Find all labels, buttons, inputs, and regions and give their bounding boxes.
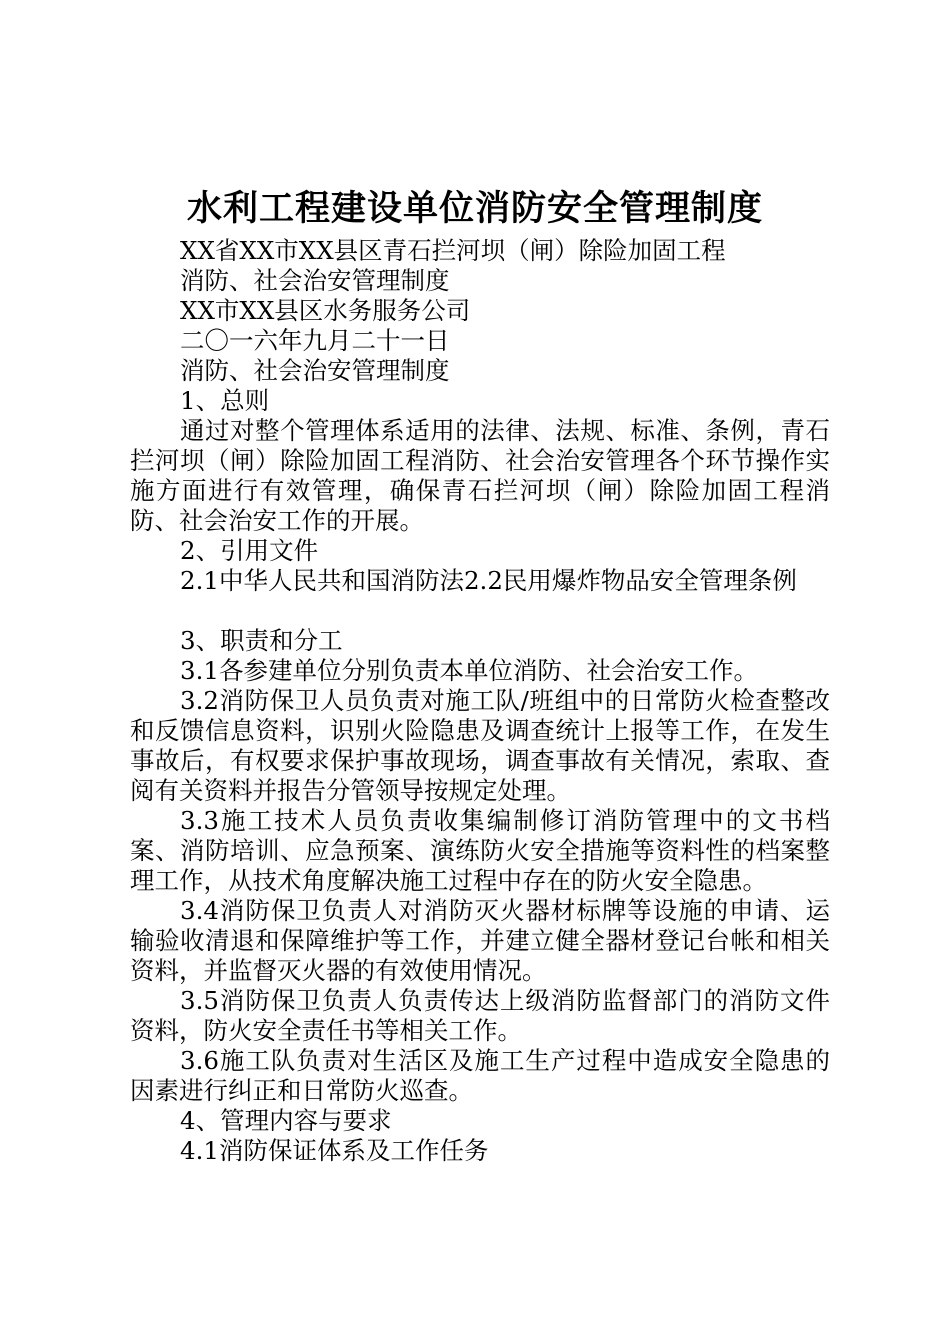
- responsibility-item: 3.1各参建单位分别负责本单位消防、社会治安工作。: [180, 656, 758, 685]
- header-line-project: XX省XX市XX县区青石拦河坝（闸）除险加固工程: [180, 236, 726, 265]
- header-line-date: 二〇一六年九月二十一日: [180, 326, 450, 355]
- document-body: [130, 236, 830, 1166]
- header-line-subtitle: 消防、社会治安管理制度: [180, 266, 450, 295]
- responsibility-item: 3.6施工队负责对生活区及施工生产过程中造成安全隐患的因素进行纠正和日常防火巡查。: [130, 1046, 830, 1105]
- responsibility-item: 3.3施工技术人员负责收集编制修订消防管理中的文书档案、消防培训、应急预案、演练防火安全措施等资料性的档案整理工作，从技术角度解决施工过程中存在的防火安全隐患。: [130, 806, 830, 895]
- section-heading-responsibilities: 3、职责和分工: [180, 626, 343, 655]
- responsibility-item: 3.4消防保卫负责人对消防灭火器材标牌等设施的申请、运输验收清退和保障维护等工作，并建立健全器材登记台帐和相关资料，并监督灭火器的有效使用情况。: [130, 896, 830, 985]
- responsibility-item: 3.5消防保卫负责人负责传达上级消防监督部门的消防文件资料，防火安全责任书等相关工作。: [130, 986, 830, 1045]
- blank-line: [130, 596, 830, 626]
- header-line-doc-name: 消防、社会治安管理制度: [180, 356, 450, 385]
- responsibility-item: 3.2消防保卫人员负责对施工队/班组中的日常防火检查整改和反馈信息资料，识别火险隐患及调查统计上报等工作，在发生事故后，有权要求保护事故现场，调查事故有关情况，索取、查阅有关资料并报告分管领导按规定处理。: [130, 686, 830, 805]
- document-title: 水利工程建设单位消防安全管理制度: [186, 188, 763, 229]
- section-body-references: 2.1中华人民共和国消防法2.2民用爆炸物品安全管理条例: [180, 566, 797, 595]
- section-heading-references: 2、引用文件: [180, 536, 319, 565]
- section-heading-management: 4、管理内容与要求: [180, 1106, 392, 1135]
- subsection-heading-fire-system: 4.1消防保证体系及工作任务: [180, 1136, 489, 1165]
- section-heading-general: 1、总则: [180, 386, 270, 415]
- section-body-general: 通过对整个管理体系适用的法律、法规、标准、条例，青石拦河坝（闸）除险加固工程消防、社会治安管理各个环节操作实施方面进行有效管理，确保青石拦河坝（闸）除险加固工程消防、社会治安工作的开展。: [130, 416, 830, 535]
- header-line-company: XX市XX县区水务服务公司: [180, 296, 471, 325]
